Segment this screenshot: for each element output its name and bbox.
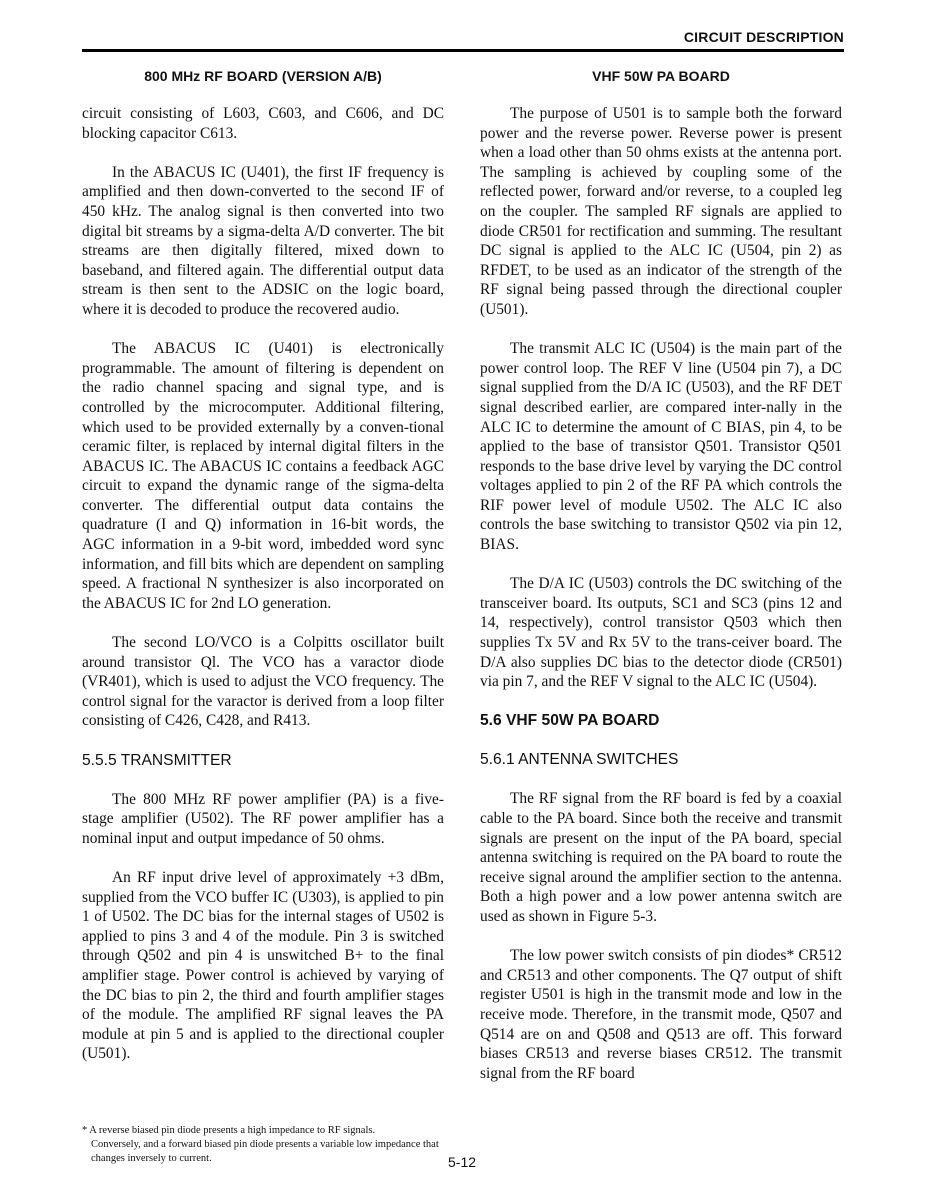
paragraph: The D/A IC (U503) controls the DC switching of the transceiver board. Its outputs, SC1 and SC3 (pins 12 and 14, respectively), control transistor Q503 which then supplies Tx 5V and Rx 5V to the trans-ceiver board. The D/A also supplies DC bias to the detector diode (CR501) via pin 7, and the REF V signal to the ALC IC (U504). xyxy=(480,575,842,691)
footnote-line: Conversely, and a forward biased pin diode presents a variable low impedance that changes inversely to current. xyxy=(91,1139,439,1164)
section-label: CIRCUIT DESCRIPTION xyxy=(683,29,844,45)
paragraph: The purpose of U501 is to sample both the forward power and the reverse power. Reverse power is present when a load other than 50 ohms exists at the antenna port. The sampling is achieved by coupling some of the reflected power, forward and/or reverse, to a coupled leg on the coupler. The sampled RF signals are applied to diode CR501 for rectification and summing. The resultant DC signal is applied to the ALC IC (U504, pin 2) as RFDET, to be used as an indicator of the strength of the RF signal being passed through the directional coupler (U501). xyxy=(480,105,842,318)
header-rule xyxy=(82,49,844,52)
subsection-heading-transmitter: 5.5.5 TRANSMITTER xyxy=(82,751,232,769)
left-column-title: 800 MHz RF BOARD (VERSION A/B) xyxy=(144,68,382,84)
paragraph: An RF input drive level of approximately +3 dBm, supplied from the VCO buffer IC (U303), is applied to pin 1 of U502. The DC bias for the internal stages of U502 is applied to pins 3 and 4 of the module. Pin 3 is switched through Q502 and pin 4 is unswitched B+ to the final amplifier stage. Power control is achieved by varying of the DC bias to pin 2, the third and fourth amplifier stages of the module. The amplified RF signal leaves the PA module at pin 5 and is applied to the directional coupler (U501). xyxy=(82,868,444,1063)
paragraph: The RF signal from the RF board is fed by a coaxial cable to the PA board. Since both the receive and transmit signals are present on the input of the PA board, special antenna switching is required on the PA board to route the receive signal around the amplifier section to the antenna. Both a high power and a low power antenna switch are used as shown in Figure 5-3. xyxy=(480,790,842,925)
left-column xyxy=(82,66,444,1084)
paragraph: The low power switch consists of pin diodes* CR512 and CR513 and other components. The Q7 output of shift register U501 is high in the transmit mode and low in the receive mode. Therefore, in the transmit mode, Q507 and Q514 are on and Q508 and Q513 are off. This forward biases CR513 and reverse biases CR512. The transmit signal from the RF board xyxy=(480,947,842,1082)
paragraph: The second LO/VCO is a Colpitts oscillator built around transistor Ql. The VCO has a varactor diode (VR401), which is used to adjust the VCO frequency. The control signal for the varactor is derived from a loop filter consisting of C426, C428, and R413. xyxy=(82,634,444,730)
footnote xyxy=(82,1124,442,1166)
right-column-title: VHF 50W PA BOARD xyxy=(592,68,730,84)
right-column xyxy=(480,66,842,1103)
footnote-line: A reverse biased pin diode presents a high impedance to RF signals. xyxy=(89,1125,376,1136)
section-heading-vhf-pa-board: 5.6 VHF 50W PA BOARD xyxy=(480,712,660,730)
subsection-heading-antenna-switches: 5.6.1 ANTENNA SWITCHES xyxy=(480,751,679,769)
page-number: 5-12 xyxy=(448,1154,477,1170)
paragraph: The ABACUS IC (U401) is electronically programmable. The amount of filtering is dependent on the radio channel spacing and signal type, and is controlled by the microcomputer. Additional filtering, which used to be provided externally by a conven-tional ceramic filter, is replaced by internal digital filters in the ABACUS IC. The ABACUS IC contains a feedback AGC circuit to expand the dynamic range of the sigma-delta converter. The differential output data contains the quadrature (I and Q) information in 16-bit words, the AGC information in a 9-bit word, imbedded word sync information, and fill bits which are dependent on sampling speed. A fractional N synthesizer is also incorporated on the ABACUS IC for 2nd LO generation. xyxy=(82,340,444,612)
paragraph: In the ABACUS IC (U401), the first IF frequency is amplified and then down-converted to the second IF of 450 kHz. The analog signal is then converted into two digital bit streams by a sigma-delta A/D converter. The bit streams are then digitally filtered, mixed down to baseband, and filtered again. The differential output data stream is then sent to the ADSIC on the logic board, where it is decoded to produce the recovered audio. xyxy=(82,163,444,318)
paragraph: The transmit ALC IC (U504) is the main part of the power control loop. The REF V line (U504 pin 7), a DC signal supplied from the D/A IC (U503), and the RF DET signal described earlier, are compared inter-nally in the ALC IC to determine the amount of C BIAS, pin 4, to be applied to the base of transistor Q501. Transistor Q501 responds to the base drive level by varying the DC control voltages applied to pin 2 of the RF PA which controls the RIF power level of module U502. The ALC IC also controls the base switching to transistor Q502 via pin 12, BIAS. xyxy=(480,340,842,554)
paragraph: The 800 MHz RF power amplifier (PA) is a five-stage amplifier (U502). The RF power amplifier has a nominal input and output impedance of 50 ohms. xyxy=(82,790,444,847)
footnote-marker: * xyxy=(82,1125,88,1136)
paragraph: circuit consisting of L603, C603, and C606, and DC blocking capacitor C613. xyxy=(82,105,444,142)
